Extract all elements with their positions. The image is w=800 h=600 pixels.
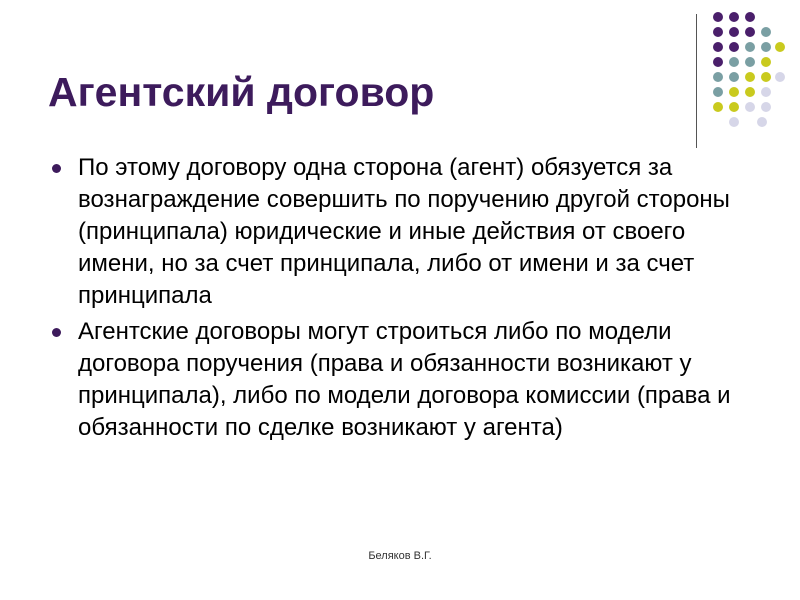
dot [745, 27, 755, 37]
dot [761, 42, 771, 52]
dot [745, 102, 755, 112]
dot [745, 57, 755, 67]
dot [713, 27, 723, 37]
slide-title: Агентский договор [48, 69, 435, 115]
bullet-text: Агентские договоры могут строиться либо по модели договора поручения (права и обязанности возникают у принципала), либо по модели договора комиссии (права и обязанности по сделке возникают у агента) [78, 318, 731, 441]
dot [713, 57, 723, 67]
dot [729, 42, 739, 52]
dot [713, 87, 723, 97]
dot [757, 117, 767, 127]
dot [745, 72, 755, 82]
dot [713, 12, 723, 22]
bullet-item [48, 316, 758, 444]
dot [761, 57, 771, 67]
dot [729, 12, 739, 22]
dot [745, 87, 755, 97]
decorative-dot-grid [0, 0, 800, 160]
dot [729, 117, 739, 127]
dot [729, 72, 739, 82]
bullet-list [48, 152, 758, 448]
dot [713, 72, 723, 82]
dot [729, 87, 739, 97]
bullet-item [48, 152, 758, 312]
dot [745, 12, 755, 22]
dot [713, 42, 723, 52]
dot [761, 27, 771, 37]
dot [775, 42, 785, 52]
dot [761, 72, 771, 82]
dot [745, 42, 755, 52]
dot [713, 102, 723, 112]
footer-author: Беляков В.Г. [368, 550, 432, 562]
dot [761, 87, 771, 97]
bullet-dot-icon [52, 164, 61, 173]
dot [729, 102, 739, 112]
dot [729, 27, 739, 37]
dot [729, 57, 739, 67]
bullet-text: По этому договору одна сторона (агент) обязуется за вознаграждение совершить по поручению другой стороны (принципала) юридические и иные действия от своего имени, но за счет принципала, либо от имени и за счет принципала [78, 154, 730, 309]
dot [761, 102, 771, 112]
dot [775, 72, 785, 82]
bullet-dot-icon [52, 328, 61, 337]
